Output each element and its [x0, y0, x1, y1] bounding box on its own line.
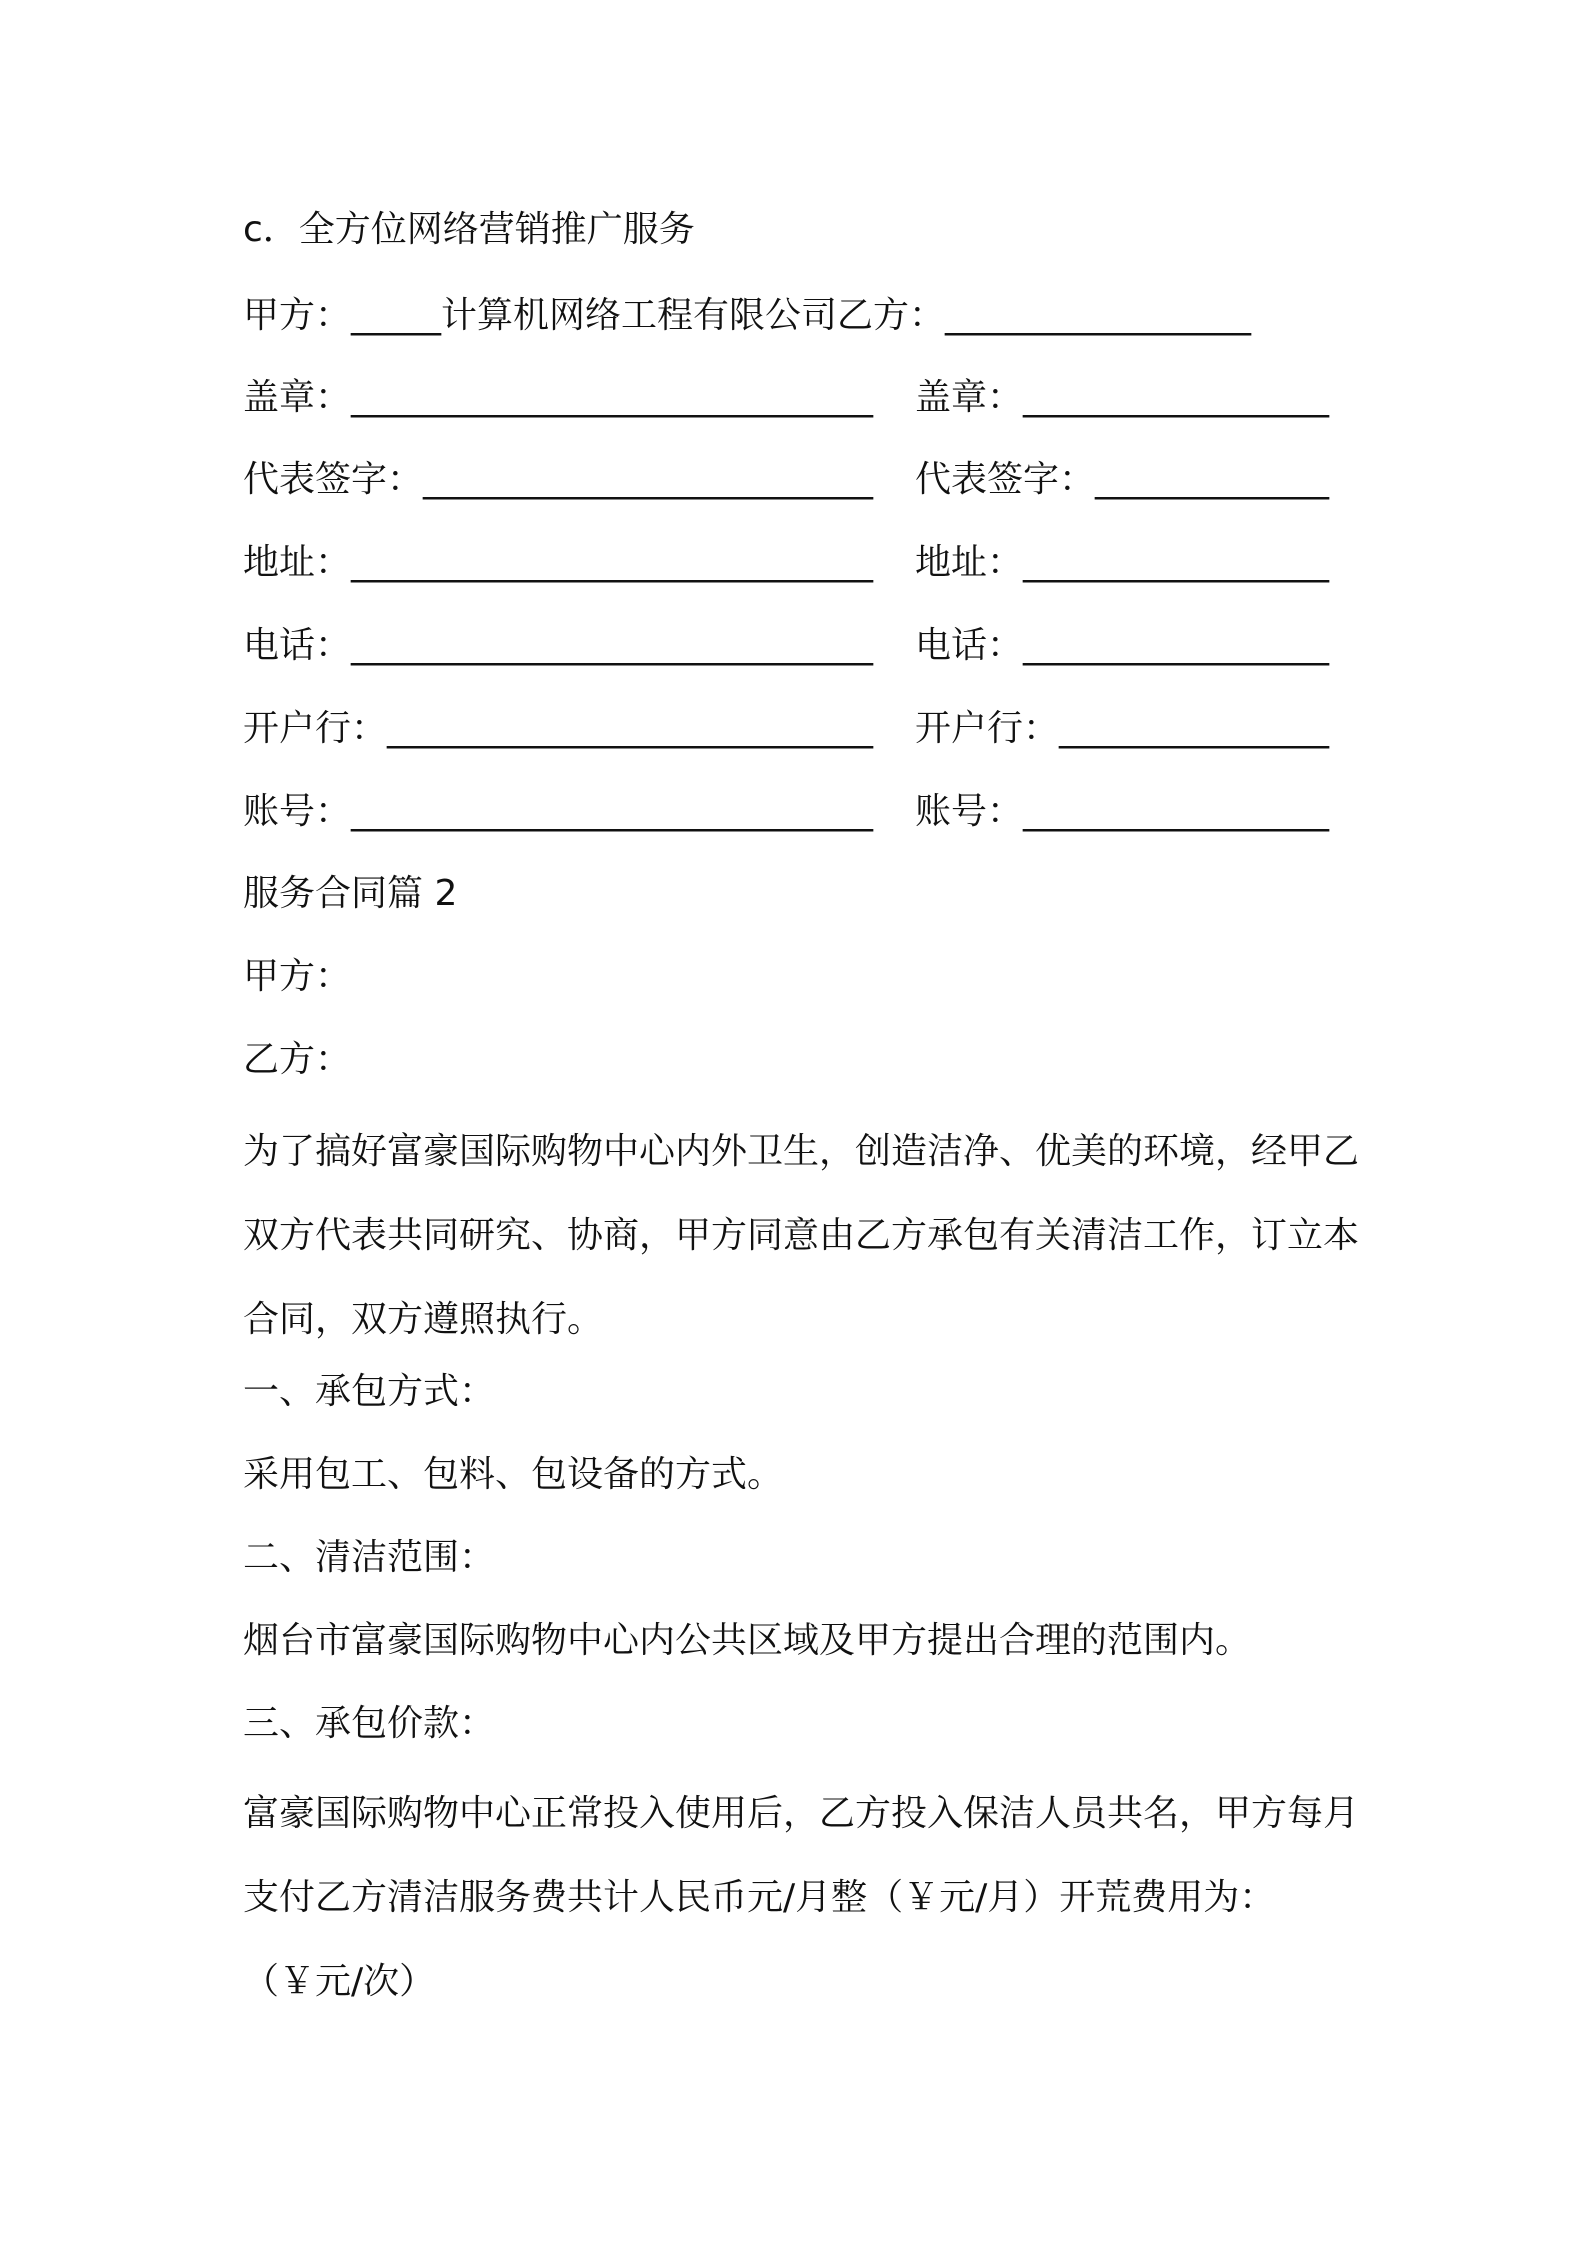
bank-row: [243, 707, 1363, 751]
section1-body: 采用包工、包料、包设备的方式。: [243, 1454, 784, 1495]
seal-row: [243, 376, 1363, 420]
representative-right: 代表签字：_____________: [915, 459, 1330, 500]
address-right: 地址：_________________: [915, 542, 1330, 583]
bank-left: 开户行：___________________________: [243, 708, 874, 749]
section2-title: 二、清洁范围：: [243, 1537, 496, 1578]
account-left: 账号：_____________________________: [243, 791, 874, 832]
representative-row: [243, 458, 1363, 502]
seal-right: 盖章：_________________: [915, 377, 1330, 418]
section3-body: 富豪国际购物中心正常投入使用后，乙方投入保洁人员共名，甲方每月支付乙方清洁服务费共计人民币元/月整（￥元/月）开荒费用为：（￥元/次）: [243, 1793, 1360, 2002]
phone-row: [243, 624, 1363, 668]
account-right: 账号：_________________: [915, 791, 1330, 832]
party-line: 甲方：_____计算机网络工程有限公司乙方：_________________: [243, 295, 1252, 336]
address-left: 地址：_____________________________: [243, 542, 874, 583]
service-item-c: c．全方位网络营销推广服务: [243, 209, 695, 250]
bank-right: 开户行：_______________: [915, 708, 1330, 749]
contract2-title: 服务合同篇 2: [243, 873, 458, 914]
section3-title: 三、承包价款：: [243, 1703, 496, 1744]
contract2-party-b: 乙方：: [243, 1039, 352, 1080]
section1-title: 一、承包方式：: [243, 1371, 496, 1412]
account-row: [243, 790, 1363, 834]
contract2-party-a: 甲方：: [243, 956, 352, 997]
section2-body: 烟台市富豪国际购物中心内公共区域及甲方提出合理的范围内。: [243, 1620, 1252, 1661]
intro-paragraph: 为了搞好富豪国际购物中心内外卫生，创造洁净、优美的环境，经甲乙双方代表共同研究、协商，甲方同意由乙方承包有关清洁工作，订立本合同，双方遵照执行。: [243, 1131, 1360, 1340]
address-row: [243, 541, 1363, 585]
seal-left: 盖章：_____________________________: [243, 377, 874, 418]
phone-right: 电话：_________________: [915, 625, 1330, 666]
phone-left: 电话：_____________________________: [243, 625, 874, 666]
representative-left: 代表签字：_________________________: [243, 459, 874, 500]
